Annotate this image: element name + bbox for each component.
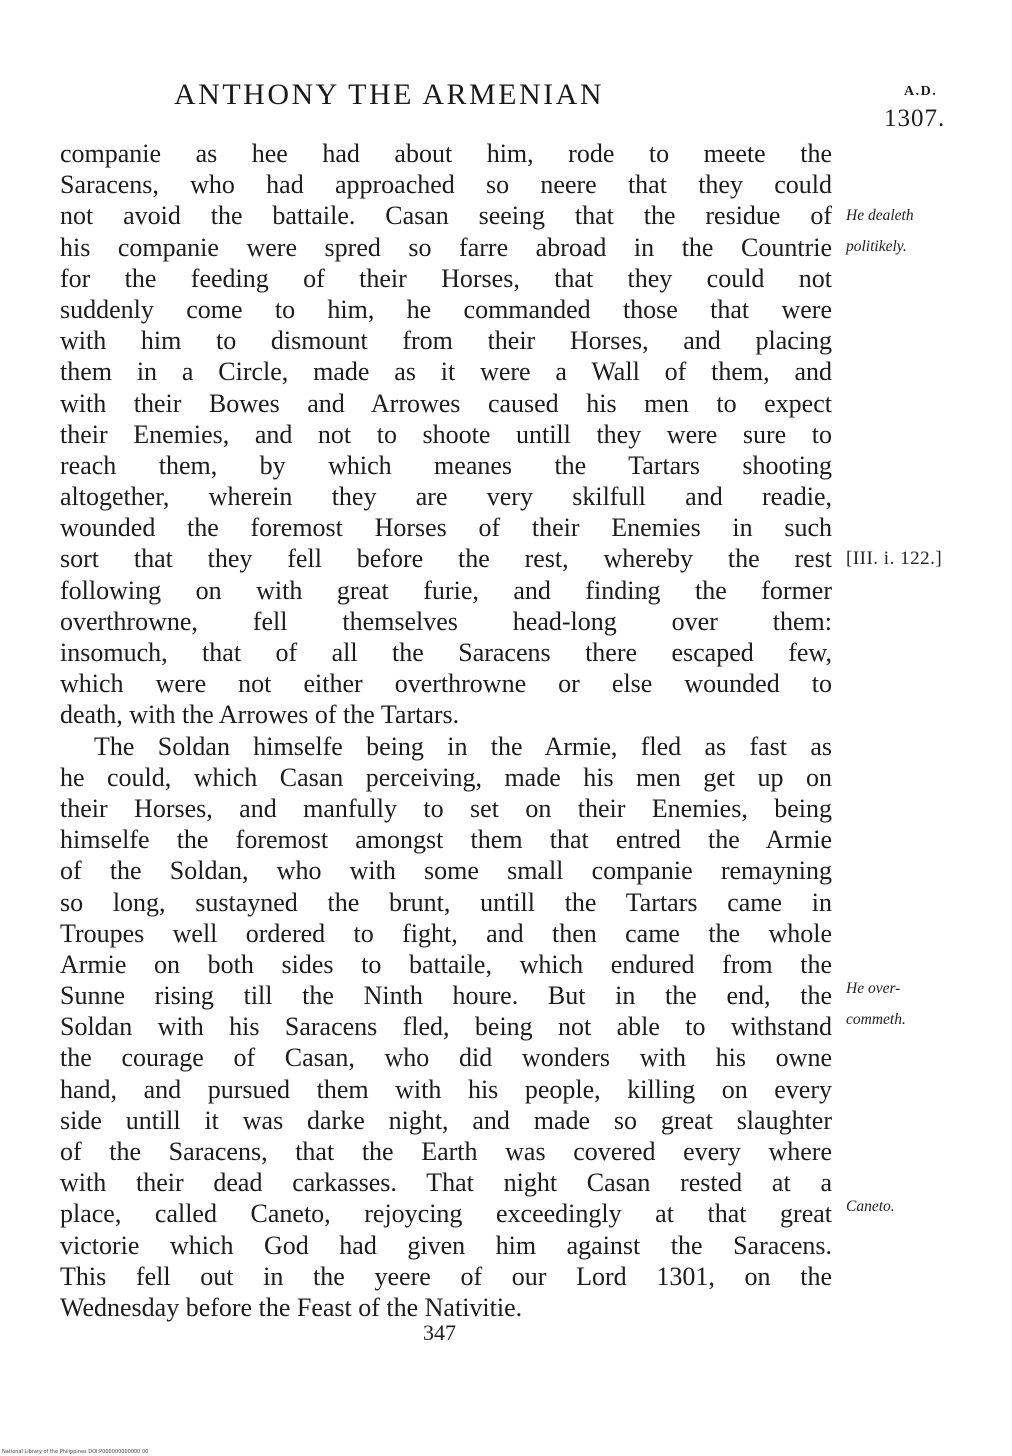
text-line: not avoid the battaile. Casan seeing that the residue of xyxy=(60,201,832,231)
text-line: the courage of Casan, who did wonders with his owne xyxy=(60,1043,832,1073)
text-line: side untill it was darke night, and made so great slaughter xyxy=(60,1105,832,1135)
text-line: with their Bowes and Arrowes caused his men to expect xyxy=(60,388,832,418)
text-line: of the Saracens, that the Earth was covered every where xyxy=(60,1137,832,1166)
margin-note-line: politikely. xyxy=(846,238,907,255)
text-line: himselfe the foremost amongst them that entred the Armie xyxy=(60,825,832,855)
text-line: with him to dismount from their Horses, and placing xyxy=(60,326,832,356)
text-line: for the feeding of their Horses, that they could not xyxy=(60,263,832,293)
margin-note-reference xyxy=(846,543,942,574)
text-line: wounded the foremost Horses of their Enemies in such xyxy=(60,513,832,543)
text-line: This fell out in the yeere of our Lord 1301, on the xyxy=(60,1261,832,1291)
margin-note-line: Caneto. xyxy=(846,1198,895,1215)
text-line: which were not either overthrowne or else wounded to xyxy=(60,669,832,699)
date-year: 1307. xyxy=(884,105,946,132)
text-line: Troupes well ordered to fight, and then came the whole xyxy=(60,918,832,948)
text-line: with their dead carkasses. That night Casan rested at a xyxy=(60,1168,832,1198)
margin-note-line: He dealeth xyxy=(846,207,914,224)
text-line: his companie were spred so farre abroad in the Countrie xyxy=(60,232,832,262)
text-line: he could, which Casan perceiving, made his men get up on xyxy=(60,762,832,792)
page-number: 347 xyxy=(423,1320,456,1345)
margin-note-line: [III. i. 122.] xyxy=(846,548,943,569)
text-line: sort that they fell before the rest, whereby the rest xyxy=(60,544,832,574)
footer-credit: National Library of the Philippines DOI:P000000000000 00 xyxy=(2,1449,149,1455)
running-head: ANTHONY THE ARMENIAN xyxy=(174,78,604,111)
text-line: Sunne rising till the Ninth houre. But in the end, the xyxy=(60,981,832,1011)
text-line: altogether, wherein they are very skilfull and readie, xyxy=(60,482,832,512)
text-line: Soldan with his Saracens fled, being not able to withstand xyxy=(60,1012,832,1042)
body-text xyxy=(60,138,832,1323)
text-line: suddenly come to him, he commanded those that were xyxy=(60,294,832,324)
text-line: of the Soldan, who with some small companie remayning xyxy=(60,856,832,886)
margin-note-caneto xyxy=(846,1191,895,1222)
text-line: following on with great furie, and finding the former xyxy=(60,575,832,605)
text-line: place, called Caneto, rejoycing exceedingly at that great xyxy=(60,1199,832,1229)
text-line: The Soldan himselfe being in the Armie, fled as fast as xyxy=(94,731,832,761)
text-line: Wednesday before the Feast of the Nativitie. xyxy=(60,1292,523,1322)
margin-note-line: commeth. xyxy=(846,1011,906,1028)
margin-note-dealeth xyxy=(846,200,914,262)
text-line: their Horses, and manfully to set on their Enemies, being xyxy=(60,793,832,823)
text-line: them in a Circle, made as it were a Wall of them, and xyxy=(60,357,832,387)
margin-note-line: He over- xyxy=(846,980,901,997)
text-line: hand, and pursued them with his people, killing on every xyxy=(60,1074,832,1104)
text-line: Saracens, who had approached so neere that they could xyxy=(60,170,832,200)
text-line: so long, sustayned the brunt, untill the Tartars came in xyxy=(60,887,832,917)
margin-note-overcommeth xyxy=(846,973,906,1035)
text-line: death, with the Arrowes of the Tartars. xyxy=(60,700,460,730)
text-line: reach them, by which meanes the Tartars shooting xyxy=(60,450,832,480)
text-line: their Enemies, and not to shoote untill they were sure to xyxy=(60,419,832,449)
date-label: A.D. xyxy=(904,84,938,99)
text-line: overthrowne, fell themselves head-long over them: xyxy=(60,606,832,636)
text-line: Armie on both sides to battaile, which endured from the xyxy=(60,949,832,979)
text-line: insomuch, that of all the Saracens there escaped few, xyxy=(60,638,832,667)
text-line: victorie which God had given him against the Saracens. xyxy=(60,1230,832,1260)
text-line: companie as hee had about him, rode to meete the xyxy=(60,139,832,168)
